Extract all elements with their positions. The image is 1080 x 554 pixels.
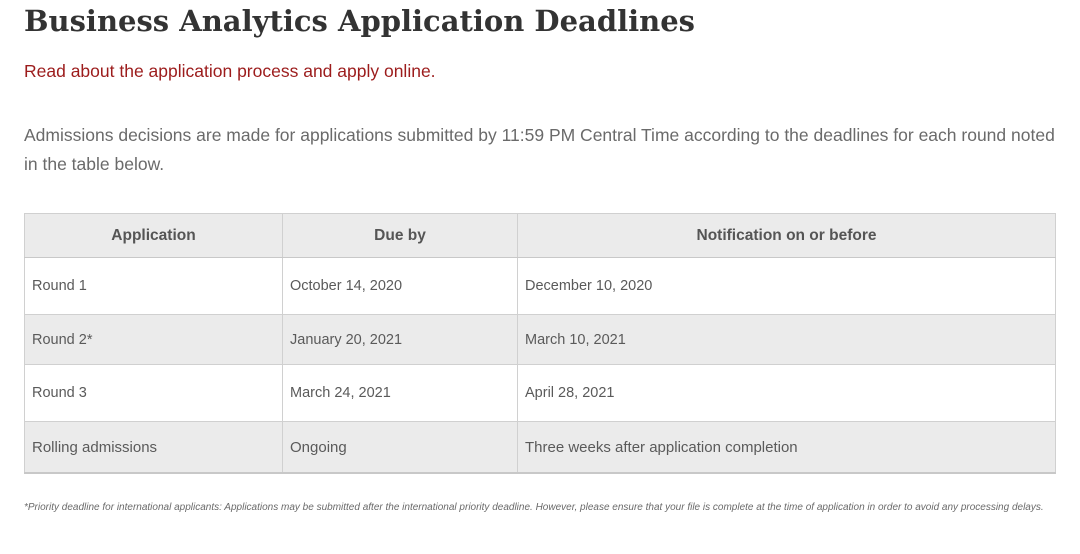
cell-due-by: January 20, 2021 (283, 315, 518, 365)
deadlines-table (24, 213, 1056, 474)
cell-due-by: March 24, 2021 (283, 365, 518, 422)
cell-application: Round 3 (25, 365, 283, 422)
apply-online-link[interactable]: Read about the application process and apply online. (24, 61, 436, 81)
cell-due-by: October 14, 2020 (283, 258, 518, 315)
table-row (25, 315, 1056, 365)
intro-paragraph: Admissions decisions are made for applications submitted by 11:59 PM Central Time according to the deadlines for each round noted in the table below. (24, 125, 1055, 174)
table-row (25, 258, 1056, 315)
page-title: Business Analytics Application Deadlines (24, 4, 695, 38)
table-body (25, 258, 1056, 474)
cell-notification: April 28, 2021 (518, 365, 1056, 422)
table-header-row (25, 214, 1056, 258)
header-due-by: Due by (283, 214, 518, 258)
table-row (25, 365, 1056, 422)
cell-notification: Three weeks after application completion (518, 422, 1056, 474)
cell-application: Round 1 (25, 258, 283, 315)
header-notification: Notification on or before (518, 214, 1056, 258)
cell-notification: March 10, 2021 (518, 315, 1056, 365)
cell-notification: December 10, 2020 (518, 258, 1056, 315)
table-header (25, 214, 1056, 258)
priority-deadline-footnote: *Priority deadline for international applicants: Applications may be submitted after the international priority deadline. However, please ensure that your file is complete at the time of application in order to avoid any processing delays. (24, 502, 1044, 513)
table-row (25, 422, 1056, 474)
cell-application: Round 2* (25, 315, 283, 365)
cell-application: Rolling admissions (25, 422, 283, 474)
cell-due-by: Ongoing (283, 422, 518, 474)
header-application: Application (25, 214, 283, 258)
